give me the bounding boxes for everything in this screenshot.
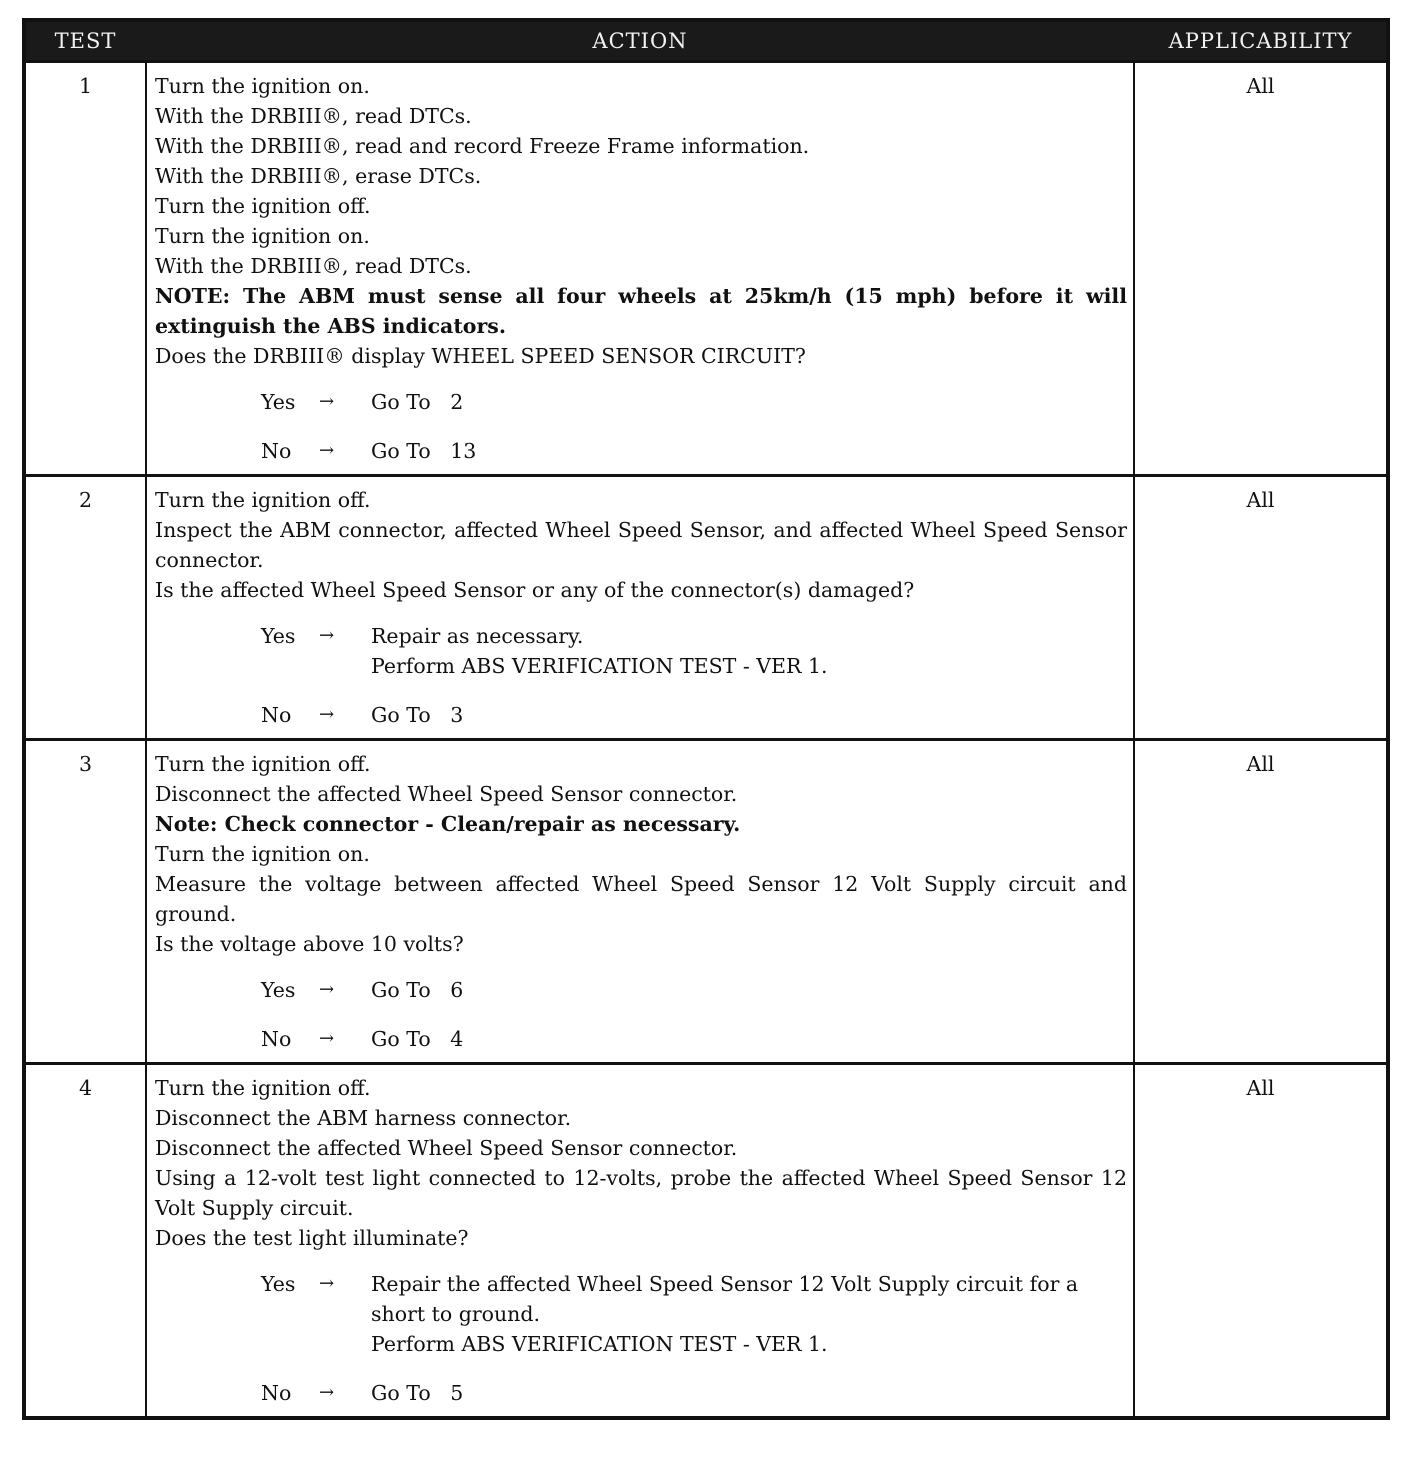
action-step: Is the voltage above 10 volts? [155, 932, 464, 956]
result-line: Repair as necessary. [371, 624, 584, 648]
action-cell [146, 1064, 1134, 1419]
diagnostic-procedure-page [22, 18, 1386, 1420]
answer-label: No [261, 703, 292, 727]
result-line: Go To 3 [371, 703, 464, 727]
arrow-right-icon: → [319, 391, 335, 412]
action-step: Disconnect the affected Wheel Speed Sensor connector. [155, 1136, 738, 1160]
answer-no [261, 436, 1127, 466]
test-number: 4 [24, 1064, 146, 1419]
answer-result [371, 1024, 1127, 1054]
answer-yes [261, 975, 1127, 1005]
action-step: With the DRBIII®, read DTCs. [155, 254, 472, 278]
action-cell [146, 476, 1134, 740]
answer-no [261, 700, 1127, 730]
answer-list [155, 975, 1127, 1054]
result-line: Go To 5 [371, 1381, 464, 1405]
action-step: Turn the ignition on. [155, 842, 370, 866]
action-cell [146, 62, 1134, 476]
table-body [24, 62, 1388, 1419]
arrow-right-icon: → [319, 440, 335, 461]
header-action: ACTION [146, 20, 1134, 62]
action-step: Inspect the ABM connector, affected Wheel Speed Sensor, and affected Wheel Speed Sensor connector. [155, 518, 1127, 572]
applicability-cell: All [1134, 1064, 1388, 1419]
action-note: Note: Check connector - Clean/repair as necessary. [155, 812, 741, 836]
arrow-right-icon: → [319, 625, 335, 646]
action-step: With the DRBIII®, read and record Freeze Frame information. [155, 134, 810, 158]
answer-no [261, 1024, 1127, 1054]
answer-label: Yes [261, 390, 296, 414]
action-note: NOTE: The ABM must sense all four wheels at 25km/h (15 mph) before it will extinguish the ABS indicators. [155, 284, 1127, 338]
action-step: Turn the ignition off. [155, 752, 371, 776]
action-step: Using a 12-volt test light connected to 12-volts, probe the affected Wheel Speed Sensor 12 Volt Supply circuit. [155, 1166, 1127, 1220]
action-step: Measure the voltage between affected Wheel Speed Sensor 12 Volt Supply circuit and ground. [155, 872, 1127, 926]
result-line: Go To 2 [371, 390, 464, 414]
answer-label: No [261, 439, 292, 463]
result-line: Repair the affected Wheel Speed Sensor 12 Volt Supply circuit for a short to ground. [371, 1272, 1085, 1326]
arrow-right-icon: → [319, 979, 335, 1000]
action-cell [146, 740, 1134, 1064]
action-step: Is the affected Wheel Speed Sensor or any of the connector(s) damaged? [155, 578, 915, 602]
arrow-right-icon: → [319, 704, 335, 725]
action-step: Turn the ignition off. [155, 194, 371, 218]
table-row [24, 476, 1388, 740]
action-step: With the DRBIII®, erase DTCs. [155, 164, 482, 188]
action-step: Turn the ignition off. [155, 488, 371, 512]
header-test: TEST [24, 20, 146, 62]
answer-no [261, 1378, 1127, 1408]
test-number: 1 [24, 62, 146, 476]
answer-result [371, 1269, 1127, 1359]
test-number: 2 [24, 476, 146, 740]
applicability-cell: All [1134, 62, 1388, 476]
table-row [24, 1064, 1388, 1419]
table-header-row [24, 20, 1388, 62]
action-step: Turn the ignition on. [155, 74, 370, 98]
answer-label: Yes [261, 978, 296, 1002]
diagnostic-test-table [22, 18, 1390, 1420]
action-step: Turn the ignition off. [155, 1076, 371, 1100]
action-step: Does the test light illuminate? [155, 1226, 469, 1250]
answer-yes [261, 1269, 1127, 1359]
answer-list [155, 621, 1127, 730]
header-applicability: APPLICABILITY [1134, 20, 1388, 62]
action-step: Turn the ignition on. [155, 224, 370, 248]
action-step: Disconnect the affected Wheel Speed Sensor connector. [155, 782, 738, 806]
answer-result [371, 1378, 1127, 1408]
table-row [24, 740, 1388, 1064]
answer-list [155, 387, 1127, 466]
answer-label: Yes [261, 624, 296, 648]
arrow-right-icon: → [319, 1382, 335, 1403]
answer-label: No [261, 1027, 292, 1051]
table-row [24, 62, 1388, 476]
answer-label: Yes [261, 1272, 296, 1296]
result-line: Go To 13 [371, 439, 477, 463]
arrow-right-icon: → [319, 1028, 335, 1049]
answer-result [371, 975, 1127, 1005]
action-step: Disconnect the ABM harness connector. [155, 1106, 572, 1130]
answer-result [371, 700, 1127, 730]
result-line: Perform ABS VERIFICATION TEST - VER 1. [371, 1332, 828, 1356]
answer-result [371, 387, 1127, 417]
answer-result [371, 621, 1127, 681]
result-line: Go To 6 [371, 978, 464, 1002]
test-number: 3 [24, 740, 146, 1064]
answer-result [371, 436, 1127, 466]
applicability-cell: All [1134, 476, 1388, 740]
action-step: Does the DRBIII® display WHEEL SPEED SENSOR CIRCUIT? [155, 344, 806, 368]
answer-yes [261, 621, 1127, 681]
answer-list [155, 1269, 1127, 1408]
answer-yes [261, 387, 1127, 417]
arrow-right-icon: → [319, 1273, 335, 1294]
result-line: Go To 4 [371, 1027, 464, 1051]
applicability-cell: All [1134, 740, 1388, 1064]
result-line: Perform ABS VERIFICATION TEST - VER 1. [371, 654, 828, 678]
action-step: With the DRBIII®, read DTCs. [155, 104, 472, 128]
answer-label: No [261, 1381, 292, 1405]
